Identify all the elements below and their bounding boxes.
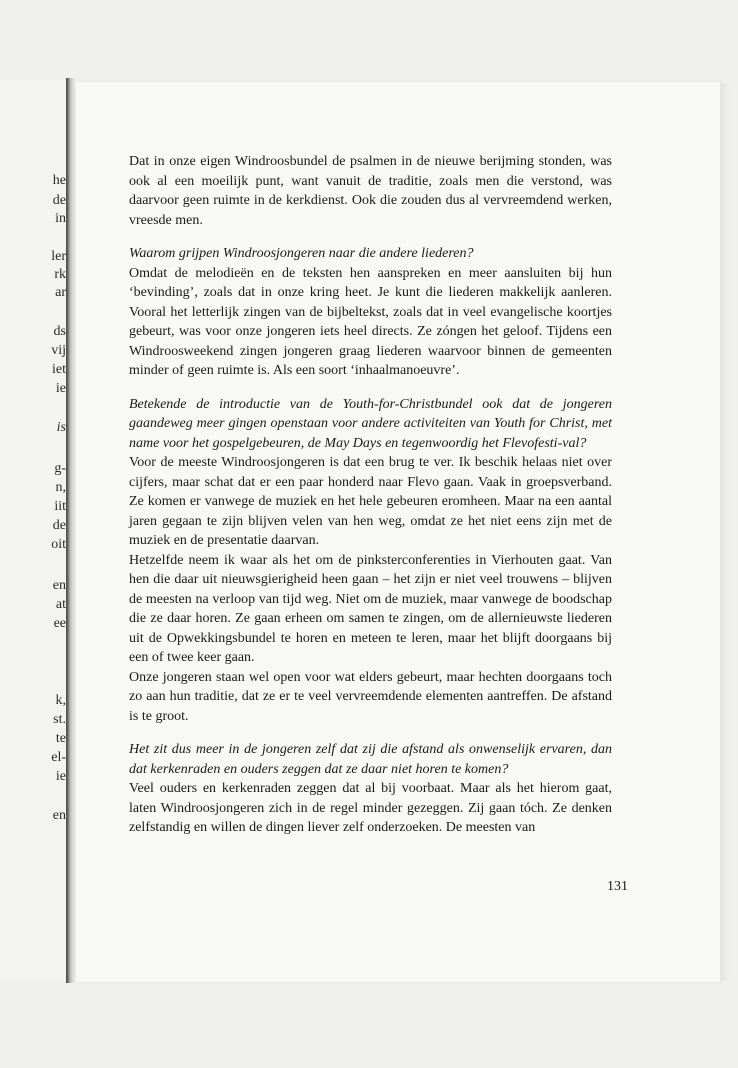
- left-page-fragment: iet: [52, 362, 66, 377]
- left-page-fragment: vij: [51, 343, 66, 358]
- book-spine: [66, 78, 76, 983]
- left-page-fragment: k,: [55, 693, 66, 708]
- left-page-fragment: rk: [54, 267, 66, 282]
- paragraph: Voor de meeste Windroosjongeren is dat een brug te ver. Ik beschik helaas niet over cijfers, maar schat dat er een paar honderd naar Flevo gaan. Vaak in groepsverband. Ze komen er vanwege de muziek en het hele gebeuren eromheen. Maar na een aantal jaren gegaan te zijn blijven velen van hen weg, omdat ze het niet eens zijn met de muziek en de presentatie daarvan.: [129, 455, 612, 548]
- left-page-fragment: n,: [55, 480, 66, 495]
- left-page-fragment: in: [55, 211, 66, 226]
- previous-page-edge: [0, 80, 66, 980]
- left-page-fragment: de: [52, 193, 66, 208]
- left-page-fragment: en: [52, 578, 66, 593]
- left-page-fragment: iit: [54, 499, 66, 514]
- left-page-fragment: ee: [53, 616, 66, 631]
- interview-question: Het zit dus meer in de jongeren zelf dat zij die afstand als onwenselijk ervaren, dan dat kerkenraden en ouders zeggen dat ze daar niet horen te komen?: [129, 742, 612, 777]
- paragraph: Dat in onze eigen Windroosbundel de psalmen in de nieuwe berijming stonden, was ook al een moeilijk punt, want vanuit de traditie, zoals men die verstond, was daarvoor geen ruimte in de kerkdienst. Ook die zouden dus al vervreemdend werken, vreesde men.: [129, 154, 612, 228]
- left-page-fragment: ie: [55, 769, 66, 784]
- paragraph: Hetzelfde neem ik waar als het om de pinksterconferenties in Vierhouten gaat. Van hen die daar uit nieuwsgierigheid heen gaan – het zijn er niet veel trouwens – blijven de meesten na verloop van tijd weg. Niet om de muziek, maar vanwege de boodschap die ze daar horen. Ze gaan erheen om samen te zingen, om de allernieuwste liederen uit de Opwekkingsbundel te horen en meteen te leren, maar het blijft doorgaans bij een of twee keer gaan.: [129, 552, 612, 665]
- interview-question: Betekende de introductie van de Youth-for-Christbundel ook dat de jongeren gaandeweg meer gingen openstaan voor andere activiteiten van Youth for Christ, met name voor het gospelgebeuren, de May Days en tegenwoordig het Flevofesti-val?: [129, 396, 612, 451]
- left-page-fragment: en: [52, 808, 66, 823]
- left-page-fragment: g-: [54, 461, 66, 476]
- page-stack-edge: [720, 84, 734, 980]
- left-page-fragment: he: [52, 173, 66, 188]
- page-body: [129, 152, 612, 838]
- left-page-fragment: ds: [53, 324, 66, 339]
- left-page-fragment: oit: [51, 537, 66, 552]
- left-page-fragment: el-: [51, 750, 66, 765]
- left-page-fragment: ler: [51, 249, 66, 264]
- page-number: 131: [607, 879, 628, 894]
- left-page-fragment: st.: [53, 712, 66, 727]
- left-page-fragment: te: [55, 731, 66, 746]
- left-page-fragment: is: [56, 420, 66, 435]
- paragraph: Omdat de melodieën en de teksten hen aanspreken en meer aansluiten bij hun ‘bevinding’, zoals dat in onze kring heet. Je kunt die liederen makkelijk aanleren. Vooral het letterlijk zingen van de bijbeltekst, zoals dat in veel evangelische koortjes gebeurt, was voor onze jongeren iets heel directs. Ze zóngen het geloof. Tijdens een Windroosweekend zingen jongeren graag liederen waarvoor binnen de gemeenten minder of geen ruimte is. Als een soort ‘inhaalmanoeuvre’.: [129, 265, 612, 378]
- left-page-fragment: ie: [55, 381, 66, 396]
- paragraph: Onze jongeren staan wel open voor wat elders gebeurt, maar hechten doorgaans toch zo aan hun traditie, dat ze er te veel vervreemdende elementen aantreffen. De afstand is te groot.: [129, 669, 612, 724]
- left-page-fragment: ar: [55, 285, 66, 300]
- book-page: [76, 82, 720, 982]
- left-page-fragment: de: [52, 518, 66, 533]
- interview-question: Waarom grijpen Windroosjongeren naar die andere liederen?: [129, 246, 474, 261]
- left-page-fragment: at: [55, 597, 66, 612]
- paragraph: Veel ouders en kerkenraden zeggen dat al bij voorbaat. Maar als het hierom gaat, laten Windroosjongeren zich in de regel minder gezeggen. Zij gaan tóch. Ze denken zelfstandig en willen de dingen liever zelf onderzoeken. De meesten van: [129, 781, 612, 835]
